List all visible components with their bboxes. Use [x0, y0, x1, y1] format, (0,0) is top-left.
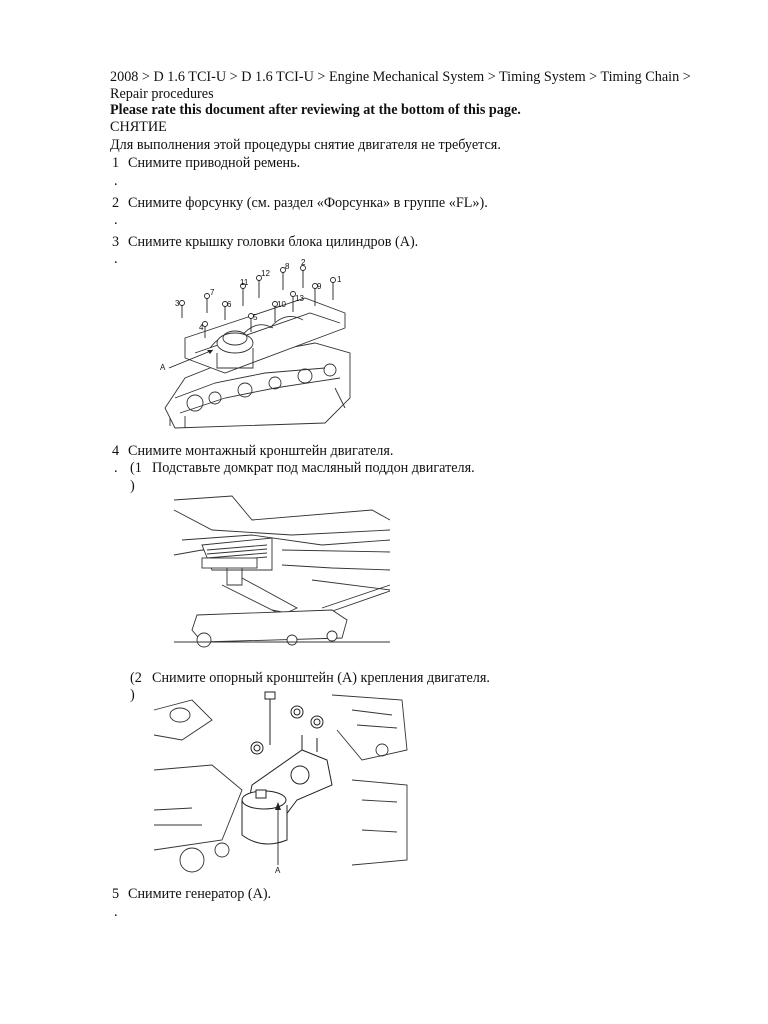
callout-label: 6 — [227, 300, 232, 309]
jack-under-oil-pan-figure — [172, 490, 392, 655]
callout-label: 8 — [285, 262, 290, 271]
callout-label: 13 — [295, 294, 304, 303]
step-text: Снимите генератор (A). — [128, 886, 272, 902]
section-title: СНЯТИЕ — [110, 119, 167, 135]
substep-paren: ) — [130, 478, 135, 494]
callout-label: 2 — [301, 258, 306, 267]
substep-text: Подставьте домкрат под масляный поддон двигателя. — [152, 460, 475, 476]
rate-notice: Please rate this document after reviewing at the bottom of this page. — [110, 102, 521, 118]
step-number: 2 — [112, 195, 120, 211]
callout-label: 7 — [210, 288, 215, 297]
step-text: Снимите форсунку (см. раздел «Форсунка» в группе «FL»). — [128, 195, 488, 211]
step-dot: . — [114, 460, 118, 476]
intro-text: Для выполнения этой процедуры снятие двигателя не требуется. — [110, 137, 501, 153]
step-dot: . — [114, 904, 118, 920]
callout-label: 9 — [317, 282, 322, 291]
callout-label: 4 — [199, 323, 204, 332]
substep-number: (1 — [130, 460, 142, 476]
step-text: Снимите монтажный кронштейн двигателя. — [128, 443, 394, 459]
step-number: 3 — [112, 234, 120, 250]
callout-label: 5 — [253, 313, 258, 322]
step-dot: . — [114, 251, 118, 267]
substep-paren: ) — [130, 687, 135, 703]
step-text: Снимите крышку головки блока цилиндров (A). — [128, 234, 419, 250]
substep-number: (2 — [130, 670, 142, 686]
substep-text: Снимите опорный кронштейн (A) крепления двигателя. — [152, 670, 490, 686]
callout-label: 3 — [175, 299, 180, 308]
cylinder-head-cover-figure — [155, 258, 355, 430]
breadcrumb: 2008 > D 1.6 TCI-U > D 1.6 TCI-U > Engine Mechanical System > Timing System > Timing Chain > Repair procedures — [110, 69, 691, 102]
callout-label: A — [160, 363, 166, 372]
step-number: 4 — [112, 443, 120, 459]
callout-label: 1 — [337, 275, 342, 284]
step-dot: . — [114, 212, 118, 228]
callout-label: 10 — [277, 300, 286, 309]
step-text: Снимите приводной ремень. — [128, 155, 301, 171]
step-dot: . — [114, 173, 118, 189]
step-number: 1 — [112, 155, 120, 171]
step-number: 5 — [112, 886, 120, 902]
callout-label: A — [275, 866, 281, 875]
callout-label: 11 — [240, 278, 249, 287]
callout-label: 12 — [261, 269, 270, 278]
engine-mount-bracket-figure — [152, 690, 412, 875]
